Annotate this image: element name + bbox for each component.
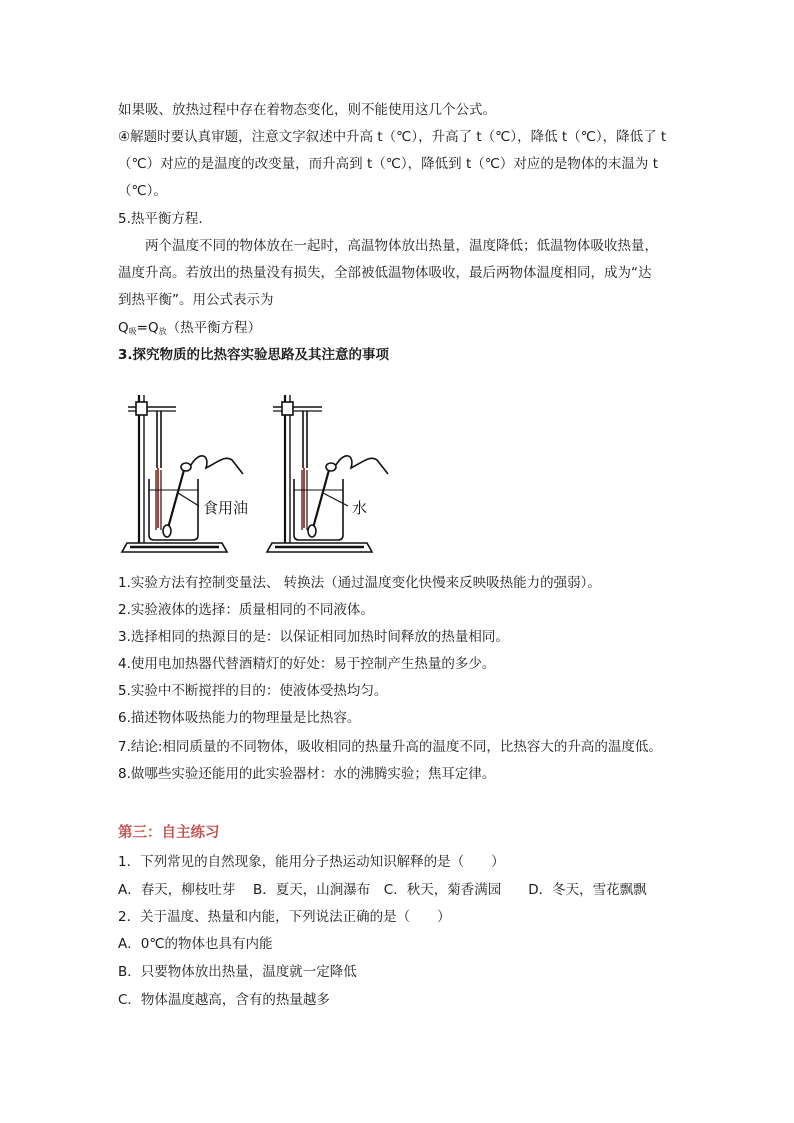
question-option: A．0℃的物体也具有内能 [118,936,273,952]
text-line: 到热平衡”。用公式表示为 [118,292,274,308]
question-option: C．物体温度越高，含有的热量越多 [118,992,330,1008]
text-line: ④解题时要认真审题，注意文字叙述中升高 t（℃），升高了 t（℃），降低 t（℃），降低了 t [118,129,667,145]
apparatus-water [267,395,388,552]
formula-q: Q [118,320,129,336]
section-title: 3.探究物质的比热容实验思路及其注意的事项 [118,347,390,363]
text-line: 两个温度不同的物体放在一起时，高温物体放出热量，温度降低；低温物体吸收热量， [145,238,658,254]
note-item: 8.做哪些实验还能用的此实验器材：水的沸腾实验；焦耳定律。 [118,766,496,782]
note-item: 4.使用电加热器代替酒精灯的好处：易于控制产生热量的多少。 [118,656,496,672]
label-oil: 食用油 [203,499,249,517]
note-item: 3.选择相同的热源目的是：以保证相同加热时间释放的热量相同。 [118,629,509,645]
text-line: （℃）对应的是温度的改变量，而升高到 t（℃），降低到 t（℃）对应的是物体的末温为 t [118,156,658,172]
text-line: 如果吸、放热过程中存在着物态变化，则不能使用这几个公式。 [118,102,496,118]
text-line: 5.热平衡方程. [118,211,203,227]
formula-eq: =Q [136,320,159,336]
note-item: 7.结论:相同质量的不同物体，吸收相同的热量升高的温度不同，比热容大的升高的温度低。 [118,739,662,755]
label-water: 水 [352,499,368,517]
question-line: 1．下列常见的自然现象，能用分子热运动知识解释的是（ ） [118,854,505,870]
formula-sub-release: 放 [158,327,167,336]
note-item: 5.实验中不断搅拌的目的：使液体受热均匀。 [118,683,388,699]
text-line: （℃）。 [118,183,167,199]
note-item: 6.描述物体吸热能力的物理量是比热容。 [118,710,361,726]
text-line: 温度升高。若放出的热量没有损失，全部被低温物体吸收，最后两物体温度相同，成为“达 [118,265,652,281]
formula-sub-absorb: 吸 [128,327,137,336]
apparatus-oil [122,395,243,552]
formula-note: （热平衡方程） [166,320,262,336]
note-item: 1.实验方法有控制变量法、 转换法（通过温度变化快慢来反映吸热能力的强弱）。 [118,575,601,591]
question-option: B．只要物体放出热量，温度就一定降低 [118,964,357,980]
practice-heading: 第三：自主练习 [118,825,220,841]
question-options: A．春天，柳枝吐芽 B．夏天，山涧瀑布 C．秋天，菊香满园 D．冬天，雪花飘飘 [118,882,647,898]
heat-balance-formula [118,319,261,341]
note-item: 2.实验液体的选择：质量相同的不同液体。 [118,602,374,618]
question-line: 2．关于温度、热量和内能，下列说法正确的是（ ） [118,909,451,925]
